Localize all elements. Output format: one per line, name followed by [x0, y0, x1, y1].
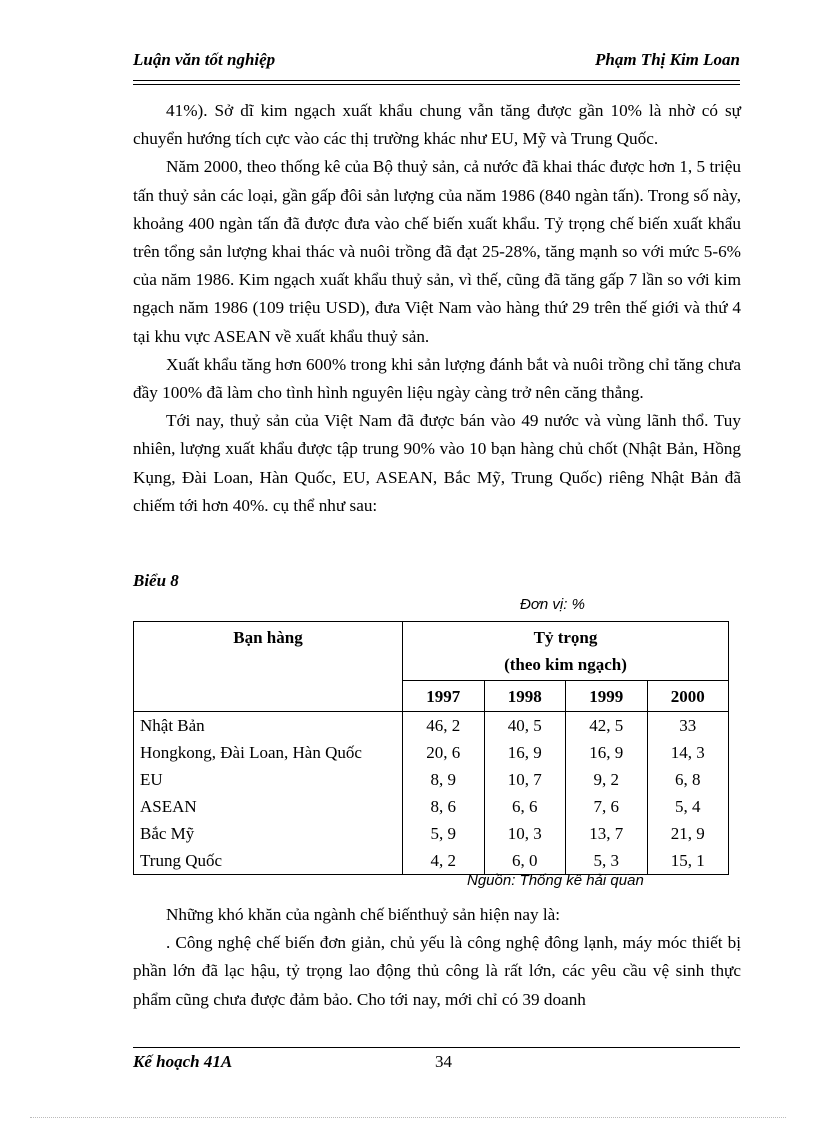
share-value: 5, 9 — [403, 820, 485, 847]
partner-name: ASEAN — [134, 793, 403, 820]
share-value: 10, 3 — [484, 820, 566, 847]
page-edge — [30, 1117, 786, 1118]
share-value: 9, 2 — [566, 766, 648, 793]
col-header-partner: Bạn hàng — [134, 622, 403, 712]
footer-class-label: Kế hoạch 41A — [133, 1052, 233, 1071]
share-value: 40, 5 — [484, 712, 566, 740]
paragraph: . Công nghệ chế biến đơn giản, chủ yếu là công nghệ đông lạnh, máy móc thiết bị phần lớn đã lạc hậu, tỷ trọng lao động thủ công là rất lớn, các yêu cầu vệ sinh thực phẩm cũng chưa được đảm bảo. Cho tới nay, mới chỉ có 39 doanh — [133, 933, 741, 1009]
partner-name: Bắc Mỹ — [134, 820, 403, 847]
table-row — [134, 766, 729, 793]
col-header-share: Tỷ trọng (theo kim ngạch) — [403, 622, 729, 681]
share-value: 6, 6 — [484, 793, 566, 820]
share-value: 5, 3 — [566, 847, 648, 875]
col-header-year: 2000 — [647, 681, 729, 712]
share-value: 10, 7 — [484, 766, 566, 793]
paragraph: Xuất khẩu tăng hơn 600% trong khi sản lượng đánh bắt và nuôi trồng chỉ tăng chưa đầy 100% đã làm cho tình hình nguyên liệu ngày càng trở nên căng thẳng. — [133, 354, 741, 403]
share-value: 46, 2 — [403, 712, 485, 740]
table-caption: Biểu 8 — [133, 571, 179, 590]
share-value: 42, 5 — [566, 712, 648, 740]
share-value: 20, 6 — [403, 739, 485, 766]
partner-name: Hongkong, Đài Loan, Hàn Quốc — [134, 739, 403, 766]
share-value: 13, 7 — [566, 820, 648, 847]
header-author: Phạm Thị Kim Loan — [595, 50, 740, 69]
paragraph: 41%). Sở dĩ kim ngạch xuất khẩu chung vẫn tăng được gần 10% là nhờ có sự chuyển hướng tích cực vào các thị trường khác như EU, Mỹ và Trung Quốc. — [133, 101, 741, 149]
body-text-top — [133, 97, 741, 520]
paragraph: Năm 2000, theo thống kê của Bộ thuỷ sản, cả nước đã khai thác được hơn 1, 5 triệu tấn thuỷ sản các loại, gần gấp đôi sản lượng của năm 1986 (840 ngàn tấn). Trong số này, khoảng 400 ngàn tấn đã được đưa vào chế biến xuất khẩu. Tỷ trọng chế biến xuất khẩu trên tổng sản lượng khai thác và nuôi trồng đã đạt 25-28%, tăng mạnh so với mức 5-6% của năm 1986. Kim ngạch xuất khẩu thuỷ sản, vì thế, cũng đã tăng gấp 7 lần so với kim ngạch năm 1986 (109 triệu USD), đưa Việt Nam vào hàng thứ 29 trên thế giới và thứ 4 tại khu vực ASEAN về xuất khẩu thuỷ sản. — [133, 157, 741, 346]
partner-name: Trung Quốc — [134, 847, 403, 875]
table-row — [134, 847, 729, 875]
share-value: 15, 1 — [647, 847, 729, 875]
export-share-table — [133, 621, 729, 875]
share-value: 33 — [647, 712, 729, 740]
share-value: 21, 9 — [647, 820, 729, 847]
col-header-year: 1998 — [484, 681, 566, 712]
share-value: 4, 2 — [403, 847, 485, 875]
share-value: 7, 6 — [566, 793, 648, 820]
paragraph: Những khó khăn của ngành chế biếnthuỷ sản hiện nay là: — [166, 905, 561, 924]
share-value: 14, 3 — [647, 739, 729, 766]
partner-name: EU — [134, 766, 403, 793]
header-rule — [133, 80, 740, 85]
table-row — [134, 712, 729, 740]
share-value: 16, 9 — [566, 739, 648, 766]
table-row — [134, 739, 729, 766]
table-source: Nguồn: Thống kê hải quan — [467, 872, 644, 889]
share-value: 6, 0 — [484, 847, 566, 875]
share-value: 5, 4 — [647, 793, 729, 820]
page-header — [133, 50, 740, 70]
share-value: 16, 9 — [484, 739, 566, 766]
table-row — [134, 793, 729, 820]
share-value: 8, 6 — [403, 793, 485, 820]
unit-label: Đơn vị: % — [520, 596, 585, 613]
footer-rule — [133, 1047, 740, 1048]
paragraph: Tới nay, thuỷ sản của Việt Nam đã được bán vào 49 nước và vùng lãnh thổ. Tuy nhiên, lượng xuất khẩu được tập trung 90% vào 10 bạn hàng chủ chốt (Nhật Bản, Hồng Kụng, Đài Loan, Hàn Quốc, EU, ASEAN, Bắc Mỹ, Trung Quốc) riêng Nhật Bản đã chiếm tới hơn 40%. cụ thể như sau: — [133, 411, 741, 515]
col-header-year: 1999 — [566, 681, 648, 712]
page-number: 34 — [435, 1052, 452, 1071]
partner-name: Nhật Bản — [134, 712, 403, 740]
header-thesis-label: Luận văn tốt nghiệp — [133, 50, 276, 69]
body-text-bottom — [133, 901, 741, 1014]
col-header-year: 1997 — [403, 681, 485, 712]
share-value: 6, 8 — [647, 766, 729, 793]
table-row — [134, 820, 729, 847]
share-value: 8, 9 — [403, 766, 485, 793]
